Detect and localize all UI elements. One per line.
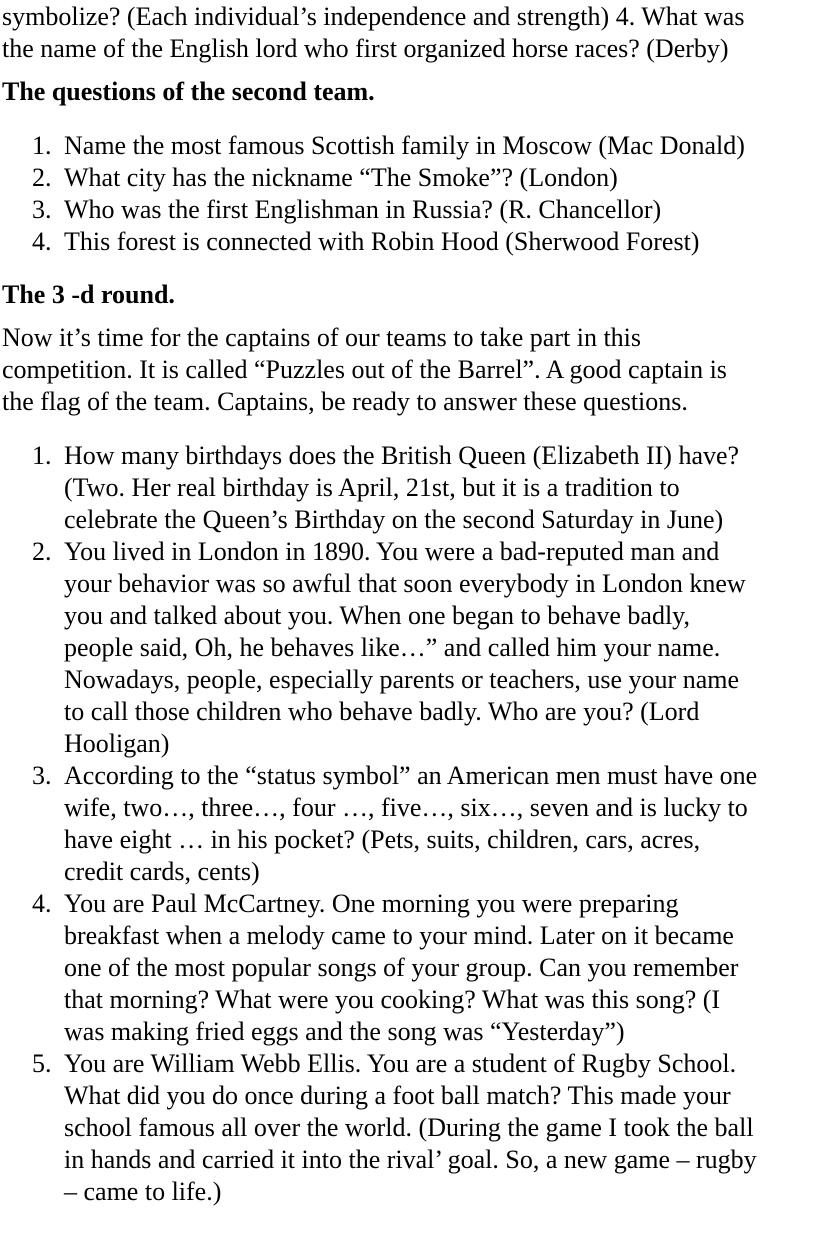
team2-question-list <box>2 130 816 258</box>
list-item <box>2 536 816 760</box>
text-line: in hands and carried it into the rival’ goal. So, a new game – rugby <box>64 1145 757 1174</box>
text-line: wife, two…, three…, four …, five…, six…, seven and is lucky to <box>64 793 748 822</box>
text-line: the flag of the team. Captains, be ready to answer these questions. <box>2 387 688 416</box>
list-item <box>2 440 816 536</box>
text-line: you and talked about you. When one began to behave badly, <box>64 601 690 630</box>
text-line: According to the “status symbol” an American men must have one <box>64 761 758 790</box>
list-item <box>2 888 816 1048</box>
round3-heading: The 3 -d round. <box>2 280 175 309</box>
item-number: 1. <box>32 441 52 470</box>
text-line: that morning? What were you cooking? What was this song? (I <box>64 985 721 1014</box>
list-item <box>2 226 816 258</box>
text-line: your behavior was so awful that soon everybody in London knew <box>64 569 746 598</box>
text-line: You lived in London in 1890. You were a bad-reputed man and <box>64 537 720 566</box>
text-line: Now it’s time for the captains of our teams to take part in this <box>2 323 642 352</box>
text-line: one of the most popular songs of your group. Can you remember <box>64 953 739 982</box>
item-text: What city has the nickname “The Smoke”? (London) <box>64 163 618 192</box>
item-number: 2. <box>32 537 52 566</box>
text-line: competition. It is called “Puzzles out of the Barrel”. A good captain is <box>2 355 727 384</box>
text-line: to call those children who behave badly. Who are you? (Lord <box>64 697 700 726</box>
document-page <box>0 1 816 1208</box>
round3-intro-paragraph <box>2 322 816 418</box>
text-line: the name of the English lord who first organized horse races? (Derby) <box>2 34 729 63</box>
text-line: You are Paul McCartney. One morning you were preparing <box>64 889 679 918</box>
item-number: 2. <box>32 163 52 192</box>
text-line: breakfast when a melody came to your mind. Later on it became <box>64 921 734 950</box>
text-line: people said, Oh, he behaves like…” and called him your name. <box>64 633 721 662</box>
list-item <box>2 162 816 194</box>
text-line: You are William Webb Ellis. You are a student of Rugby School. <box>64 1049 737 1078</box>
item-text: This forest is connected with Robin Hood (Sherwood Forest) <box>64 227 700 256</box>
text-line: celebrate the Queen’s Birthday on the second Saturday in June) <box>64 505 724 534</box>
text-line: credit cards, cents) <box>64 857 260 886</box>
text-line: – came to life.) <box>64 1177 222 1206</box>
list-item <box>2 760 816 888</box>
list-item <box>2 1048 816 1208</box>
item-number: 3. <box>32 195 52 224</box>
text-line: Nowadays, people, especially parents or teachers, use your name <box>64 665 740 694</box>
text-line: school famous all over the world. (During the game I took the ball <box>64 1113 754 1142</box>
item-number: 1. <box>32 131 52 160</box>
item-number: 4. <box>32 227 52 256</box>
list-item <box>2 130 816 162</box>
text-line: What did you do once during a foot ball match? This made your <box>64 1081 731 1110</box>
item-number: 4. <box>32 889 52 918</box>
text-line: was making fried eggs and the song was “Yesterday”) <box>64 1017 625 1046</box>
text-line: have eight … in his pocket? (Pets, suits, children, cars, acres, <box>64 825 701 854</box>
intro-paragraph <box>2 1 816 65</box>
list-item <box>2 194 816 226</box>
team2-heading: The questions of the second team. <box>2 77 375 106</box>
item-number: 3. <box>32 761 52 790</box>
captain-question-list <box>2 440 816 1208</box>
item-text: Name the most famous Scottish family in Moscow (Mac Donald) <box>64 131 745 160</box>
text-line: Hooligan) <box>64 729 170 758</box>
text-line: symbolize? (Each individual’s independence and strength) 4. What was <box>2 2 745 31</box>
item-number: 5. <box>32 1049 52 1078</box>
item-text: Who was the first Englishman in Russia? (R. Chancellor) <box>64 195 662 224</box>
text-line: (Two. Her real birthday is April, 21st, but it is a tradition to <box>64 473 680 502</box>
text-line: How many birthdays does the British Queen (Elizabeth II) have? <box>64 441 740 470</box>
